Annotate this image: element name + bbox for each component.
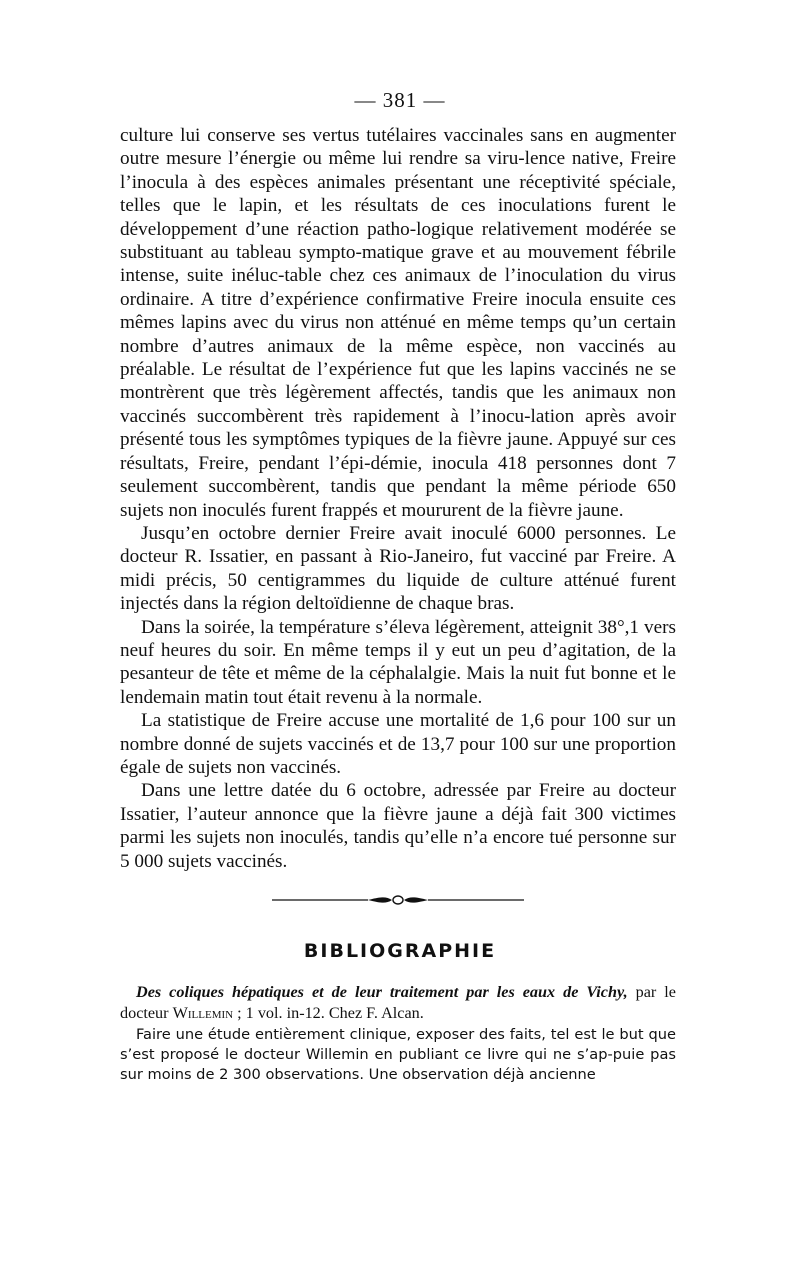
reference-title: Des coliques hépatiques et de leur traitement par les eaux de Vichy, [136, 983, 628, 1001]
reference-author: Willemin [172, 1003, 234, 1022]
paragraph: culture lui conserve ses vertus tutélaires vaccinales sans en augmenter outre mesure l’énergie ou même lui rendre sa viru-lence native, Freire l’inocula à des espèces animales présentant une réceptivité spéciale, telles que le lapin, et les résultats de ces inoculations furent le développement d’une réaction patho-logique relativement modérée se substituant au tableau sympto-matique grave et au mouvement fébrile intense, suite inéluc-table chez ces animaux de l’inoculation du virus ordinaire. A titre d’expérience confirmative Freire inocula ensuite ces mêmes lapins avec du virus non atténué en même temps qu’un certain nombre d’autres animaux de la même espèce, non vaccinés au préalable. Le résultat de l’expérience fut que les lapins vaccinés ne se montrèrent que très légèrement affectés, tandis que les animaux non vaccinés succombèrent très rapidement à l’inocu-lation après avoir présenté tous les symptômes typiques de la fièvre jaune. Appuyé sur ces résultats, Freire, pendant l’épi-démie, inocula 418 personnes dont 7 seulement succombèrent, tandis que pendant la même période 650 sujets non inoculés furent frappés et moururent de la fièvre jaune. [120, 125, 676, 521]
paragraph: Jusqu’en octobre dernier Freire avait inoculé 6000 personnes. Le docteur R. Issatier, en passant à Rio-Janeiro, fut vacciné par Freire. A midi précis, 50 centigrammes du liquide de culture atténué furent injectés dans la région deltoïdienne de chaque bras. [120, 522, 676, 615]
section-heading: BIBLIOGRAPHIE [303, 940, 497, 962]
reference-prefix: par le docteur [120, 983, 676, 1022]
article-body [120, 124, 676, 873]
page-number: — 381 — [354, 88, 446, 112]
reference-citation [120, 982, 676, 1023]
bibliography-entry [120, 982, 676, 1085]
reference-details: ; 1 vol. in-12. Chez F. Alcan. [233, 1003, 424, 1022]
paragraph: Dans une lettre datée du 6 octobre, adressée par Freire au docteur Issatier, l’auteur annonce que la fièvre jaune a déjà fait 300 victimes parmi les sujets non inoculés, tandis qu’elle n’a encore tué personne sur 5 000 sujets vaccinés. [120, 780, 676, 872]
paragraph: Dans la soirée, la température s’éleva légèrement, atteignit 38°,1 vers neuf heures du soir. En même temps il y eut un peu d’agitation, de la pesanteur de tête et même de la céphalalgie. Mais la nuit fut bonne et le lendemain matin tout était revenu à la normale. [120, 616, 676, 708]
paragraph: La statistique de Freire accuse une mortalité de 1,6 pour 100 sur un nombre donné de sujets vaccinés et de 13,7 pour 100 sur une proportion égale de sujets non vaccinés. [120, 710, 676, 778]
ornamental-rule-divider [272, 893, 524, 907]
review-text: Faire une étude entièrement clinique, exposer des faits, tel est le but que s’est proposé le docteur Willemin en publiant ce livre qui ne s’ap-puie pas sur moins de 2 300 observations. Une observation déjà ancienne [120, 1026, 676, 1083]
